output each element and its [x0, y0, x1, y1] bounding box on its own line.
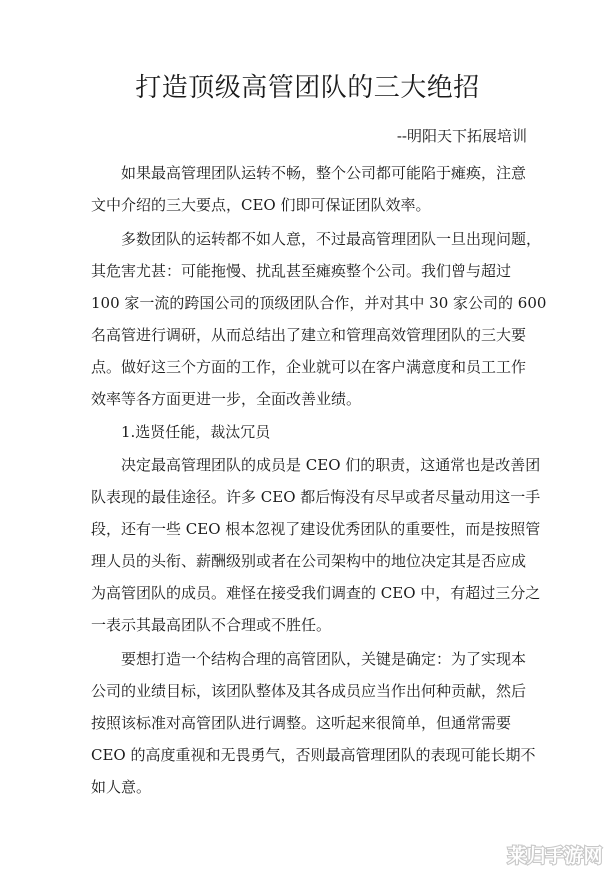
- paragraph-line: 按照该标准对高管团队进行调整。这听起来很简单，但通常需要: [91, 714, 512, 732]
- paragraph-4: [91, 643, 536, 803]
- document-byline: --明阳天下拓展培训: [396, 127, 527, 145]
- watermark-logo: [501, 840, 609, 870]
- document-title: 打造顶级高管团队的三大绝招: [135, 73, 480, 103]
- paragraph-line: 如果最高管理团队运转不畅，整个公司都可能陷于瘫痪，注意: [121, 164, 527, 182]
- paragraph-line: 决定最高管理团队的成员是 CEO 们的职责，这通常也是改善团: [121, 456, 541, 474]
- paragraph-line: 公司的业绩目标，该团队整体及其各成员应当作出何种贡献，然后: [91, 682, 527, 700]
- section-heading-text: 1.选贤任能，裁汰冗员: [121, 423, 271, 441]
- paragraph-line: 理人员的头衔、薪酬级别或者在公司架构中的地位决定其是否应成: [91, 552, 527, 570]
- paragraph-1: [91, 157, 526, 221]
- paragraph-line: 段，还有一些 CEO 根本忽视了建设优秀团队的重要性，而是按照管: [91, 520, 541, 538]
- paragraph-line: 要想打造一个结构合理的高管团队，关键是确定：为了实现本: [121, 650, 527, 668]
- paragraph-line: 名高管进行调研，从而总结出了建立和管理高效管理团队的三大要: [91, 326, 527, 344]
- paragraph-line: 如人意。: [91, 778, 152, 796]
- paragraph-line: CEO 的高度重视和无畏勇气，否则最高管理团队的表现可能长期不: [91, 746, 536, 764]
- paragraph-line: 效率等各方面更进一步，全面改善业绩。: [91, 390, 362, 408]
- watermark-text: 莱归手游网: [507, 845, 603, 867]
- paragraph-line: 为高管团队的成员。难怪在接受我们调查的 CEO 中，有超过三分之: [91, 584, 541, 602]
- paragraph-line: 队表现的最佳途径。许多 CEO 都后悔没有尽早或者尽量动用这一手: [91, 488, 541, 506]
- section-heading: [91, 416, 270, 448]
- paragraph-3: [91, 449, 540, 641]
- paragraph-line: 文中介绍的三大要点，CEO 们即可保证团队效率。: [91, 196, 431, 214]
- paragraph-line: 100 家一流的跨国公司的顶级团队合作，并对其中 30 家公司的 600: [91, 294, 547, 312]
- paragraph-line: 其危害尤甚：可能拖慢、扰乱甚至瘫痪整个公司。我们曾与超过: [91, 262, 512, 280]
- paragraph-line: 点。做好这三个方面的工作，企业就可以在客户满意度和员工工作: [91, 358, 527, 376]
- paragraph-2: [91, 223, 546, 415]
- site-watermark: [501, 840, 609, 870]
- paragraph-line: 多数团队的运转都不如人意，不过最高管理团队一旦出现问题，: [121, 230, 542, 248]
- paragraph-line: 一表示其最高团队不合理或不胜任。: [91, 616, 332, 634]
